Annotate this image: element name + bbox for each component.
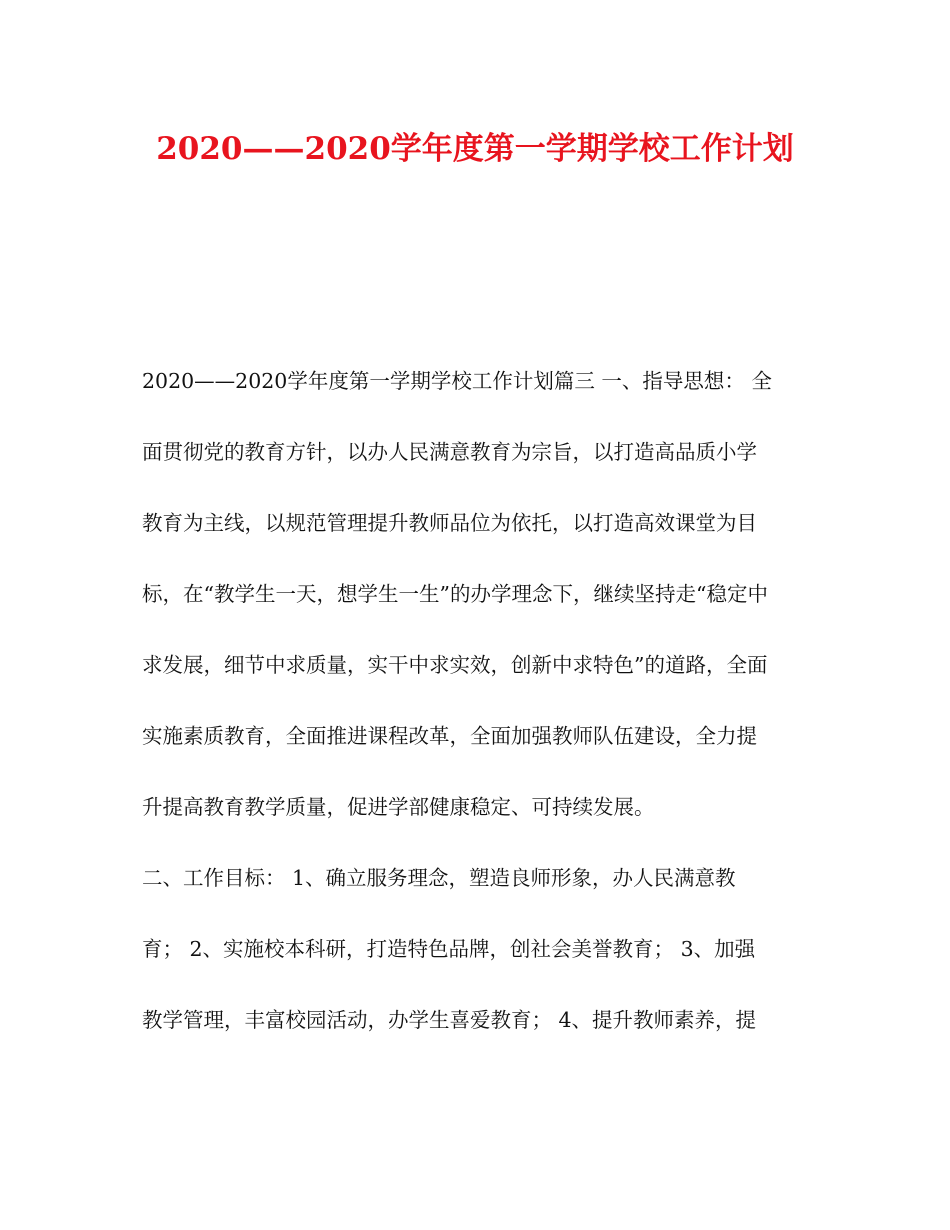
body-line: 面贯彻党的教育方针，以办人民满意教育为宗旨，以打造高品质小学 <box>142 440 757 464</box>
document-title: 2020——2020学年度第一学期学校工作计划 <box>156 131 794 167</box>
body-line: 实施素质教育，全面推进课程改革，全面加强教师队伍建设，全力提 <box>142 724 757 748</box>
body-line: 育； 2、实施校本科研，打造特色品牌，创社会美誉教育； 3、加强 <box>142 937 756 961</box>
body-line: 标，在“教学生一天，想学生一生”的办学理念下，继续坚持走“稳定中 <box>142 582 768 606</box>
body-line: 教学管理，丰富校园活动，办学生喜爱教育； 4、提升教师素养，提 <box>142 1008 757 1032</box>
body-line: 2020——2020学年度第一学期学校工作计划篇三 一、指导思想： 全 <box>142 369 772 393</box>
body-line: 二、工作目标： 1、确立服务理念，塑造良师形象，办人民满意教 <box>142 866 736 890</box>
body-line: 教育为主线，以规范管理提升教师品位为依托，以打造高效课堂为目 <box>142 511 757 535</box>
body-line: 升提高教育教学质量，促进学部健康稳定、可持续发展。 <box>142 795 655 819</box>
body-line: 求发展，细节中求质量，实干中求实效，创新中求特色”的道路，全面 <box>142 653 768 677</box>
